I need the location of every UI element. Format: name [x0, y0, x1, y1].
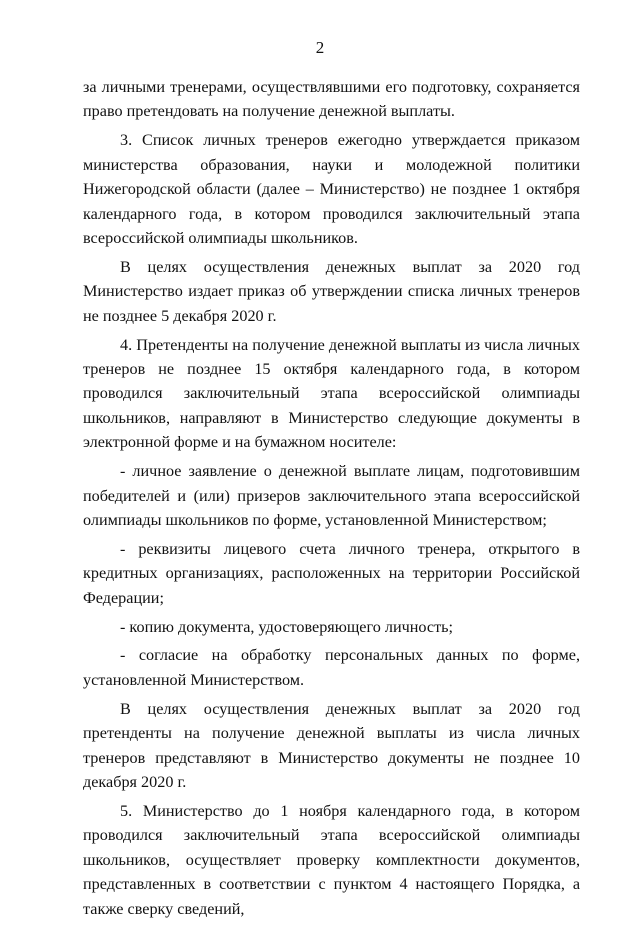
list-item-bank-details: - реквизиты лицевого счета личного тренера, открытого в кредитных организациях, расположенных на территории Российской Федерации; [83, 539, 580, 607]
list-item-application: - личное заявление о денежной выплате лицам, подготовившим победителей и (или) призеров заключительного этапа всероссийской олимпиады школьников по форме, установленной Министерством; [83, 462, 580, 529]
paragraph-item-5: 5. Министерство до 1 ноября календарного года, в котором проводился заключительный этапа всероссийской олимпиады школьников, осуществляет проверку комплектности документов, представленных в соответствии с пунктом 4 настоящего Порядка, а также сверку сведений, [83, 801, 580, 918]
list-item-id-copy: - копию документа, удостоверяющего личность; [120, 617, 454, 636]
document-body [83, 75, 580, 925]
page-number: 2 [315, 38, 325, 57]
list-item-consent: - согласие на обработку персональных данных по форме, установленной Министерством. [83, 646, 580, 689]
paragraph-2020-documents-deadline: В целях осуществления денежных выплат за 2020 год претенденты на получение денежной выплаты из числа личных тренеров представляют в Министерство документы не позднее 10 декабря 2020 г. [83, 699, 580, 791]
paragraph-continuation: за личными тренерами, осуществлявшими его подготовку, сохраняется право претендовать на получение денежной выплаты. [83, 78, 580, 121]
paragraph-item-4: 4. Претенденты на получение денежной выплаты из числа личных тренеров не позднее 15 октября календарного года, в котором проводился заключительный этапа всероссийской олимпиады школьников, направляют в Министерство следующие документы в электронной форме и на бумажном носителе: [83, 335, 580, 452]
paragraph-item-3: 3. Список личных тренеров ежегодно утверждается приказом министерства образования, науки и молодежной политики Нижегородской области (далее – Министерство) не позднее 1 октября календарного года, в котором проводился заключительный этапа всероссийской олимпиады школьников. [83, 131, 580, 247]
paragraph-2020-trainers-order: В целях осуществления денежных выплат за 2020 год Министерство издает приказ об утверждении списка личных тренеров не позднее 5 декабря 2020 г. [83, 257, 580, 325]
